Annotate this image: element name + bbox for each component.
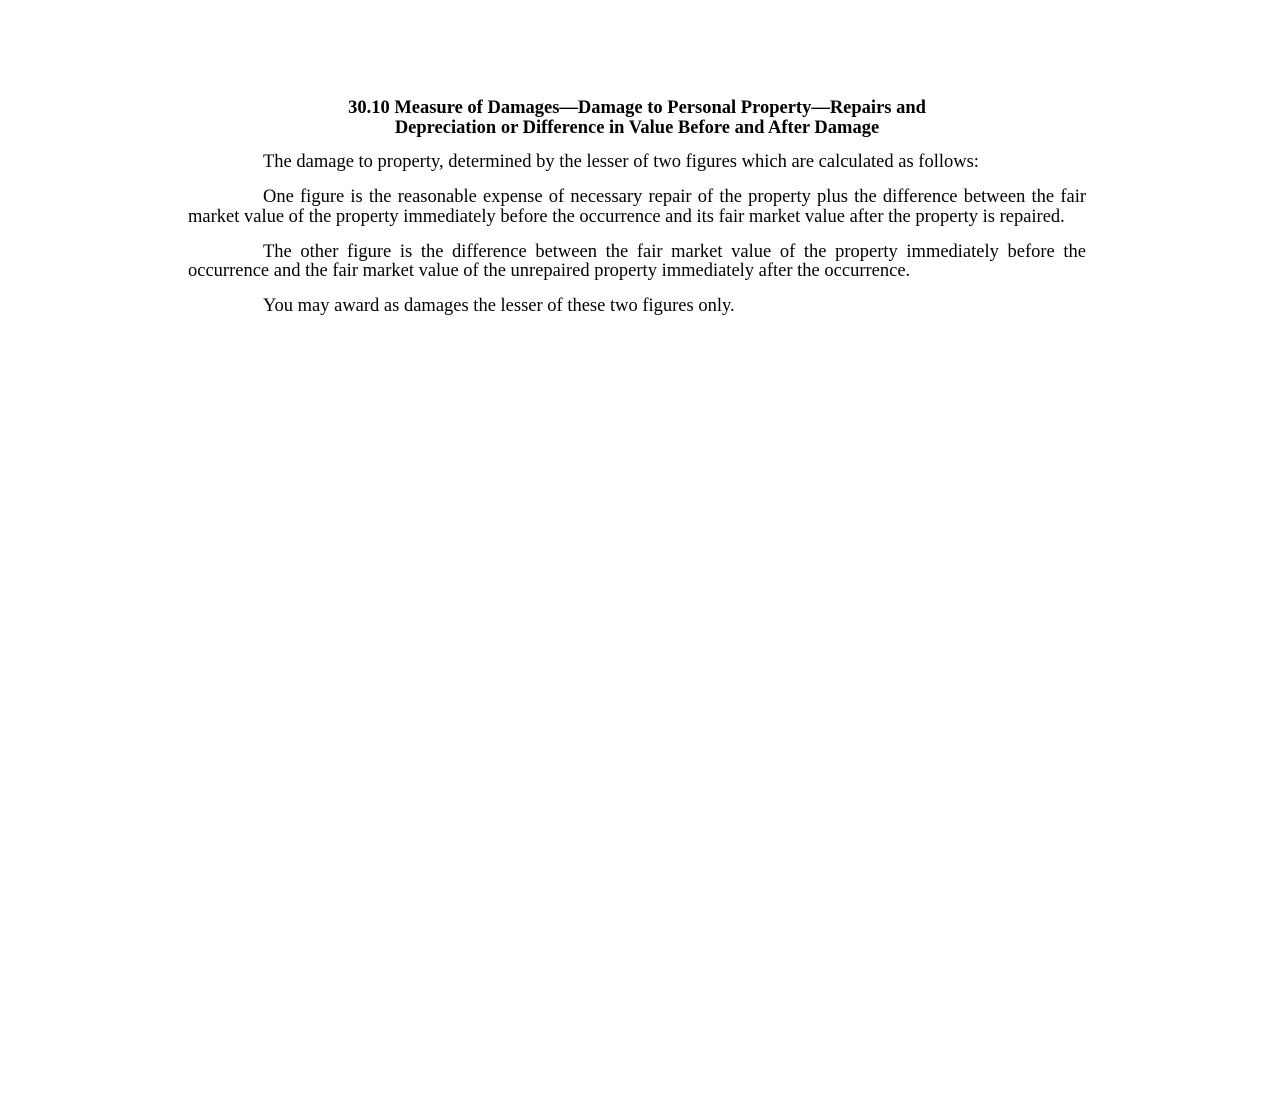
paragraph-award: You may award as damages the lesser of these two figures only. <box>263 296 735 317</box>
instruction-title-line-2: Depreciation or Difference in Value Before and After Damage <box>394 117 880 138</box>
paragraph-first-figure: One figure is the reasonable expense of necessary repair of the property plus the difference between the fair market value of the property immediately before the occurrence and its fair market value after the property is repaired. <box>188 187 1086 227</box>
paragraph-intro: The damage to property, determined by the lesser of two figures which are calculated as follows: <box>263 152 979 172</box>
instruction-title <box>188 99 1086 138</box>
instruction-title-line-1: 30.10 Measure of Damages—Damage to Personal Property—Repairs and <box>348 98 926 118</box>
paragraph-other-figure: The other figure is the difference between the fair market value of the property immediately before the occurrence and the fair market value of the unrepaired property immediately after the occurrence. <box>188 241 1086 282</box>
document-page <box>188 99 1086 333</box>
